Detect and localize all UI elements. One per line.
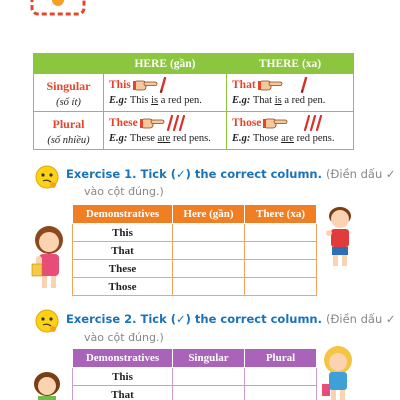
pens-icon xyxy=(166,115,186,131)
grammar-row-singular xyxy=(34,74,354,112)
ex2-singular-cell[interactable] xyxy=(173,386,245,400)
ex1-header-here: Here (gần) xyxy=(173,205,245,224)
singular-label: Singular xyxy=(46,79,91,93)
cell-those xyxy=(227,112,354,150)
table-row xyxy=(73,386,317,400)
exercise-1-table xyxy=(72,204,317,296)
cell-this xyxy=(104,74,227,112)
example-these: E.g: These are red pens. xyxy=(109,133,211,144)
row-label-plural xyxy=(34,112,104,150)
pointing-hand-icon xyxy=(258,78,284,92)
word-these: These xyxy=(109,117,138,129)
ex2-plural-cell[interactable] xyxy=(245,368,317,386)
ex2-plural-cell[interactable] xyxy=(245,386,317,400)
ex1-there-cell[interactable] xyxy=(245,278,317,296)
ex1-header-demonstratives: Demonstratives xyxy=(73,205,173,224)
ex1-here-cell[interactable] xyxy=(173,260,245,278)
word-those: Those xyxy=(232,117,262,129)
exercise-1-note: vào cột đúng.) xyxy=(84,185,164,198)
grammar-header-there: THERE (xa) xyxy=(227,54,354,74)
ex1-there-cell[interactable] xyxy=(245,242,317,260)
ex1-word: This xyxy=(73,224,173,242)
ex1-here-cell[interactable] xyxy=(173,278,245,296)
grammar-header-here: HERE (gần) xyxy=(104,54,227,74)
plural-label: Plural xyxy=(52,117,85,131)
word-this: This xyxy=(109,79,131,91)
boy-illustration xyxy=(322,204,358,270)
ex1-there-cell[interactable] xyxy=(245,224,317,242)
pointing-hand-icon xyxy=(140,116,166,130)
thinking-smiley-icon xyxy=(34,308,60,334)
ex2-word: This xyxy=(73,368,173,386)
table-row xyxy=(73,278,317,296)
row-label-singular xyxy=(34,74,104,112)
example-those: E.g: Those are red pens. xyxy=(232,133,335,144)
pens-icon xyxy=(303,115,323,131)
plural-sub: (số nhiều) xyxy=(47,135,90,146)
girl-illustration xyxy=(28,224,70,294)
grammar-header-empty xyxy=(34,54,104,74)
pointing-hand-icon xyxy=(263,116,289,130)
ex2-header-singular: Singular xyxy=(173,349,245,368)
ex1-word: That xyxy=(73,242,173,260)
exercise-2-table xyxy=(72,348,317,400)
ex1-there-cell[interactable] xyxy=(245,260,317,278)
word-that: That xyxy=(232,79,256,91)
ex1-word: Those xyxy=(73,278,173,296)
ex1-header-there: There (xa) xyxy=(245,205,317,224)
pen-icon xyxy=(159,77,167,93)
table-row xyxy=(73,224,317,242)
grammar-row-plural xyxy=(34,112,354,150)
ex1-word: These xyxy=(73,260,173,278)
ex1-here-cell[interactable] xyxy=(173,242,245,260)
grammar-header-row xyxy=(34,54,354,74)
exercise-1-title: Exercise 1. Tick (✓) the correct column. (Điền dấu ✓ xyxy=(66,167,396,181)
singular-sub: (số ít) xyxy=(56,97,81,108)
cell-that xyxy=(227,74,354,112)
exercise-2-note: vào cột đúng.) xyxy=(84,331,164,344)
table-row xyxy=(73,242,317,260)
ex1-here-cell[interactable] xyxy=(173,224,245,242)
example-this: E.g: This is a red pen. xyxy=(109,95,202,106)
ex2-word: That xyxy=(73,386,173,400)
table-row xyxy=(73,368,317,386)
pen-icon xyxy=(300,77,308,93)
girl-illustration xyxy=(30,370,64,400)
blonde-girl-illustration xyxy=(318,344,358,400)
demonstratives-grammar-table xyxy=(33,53,354,150)
ex2-header-demonstratives: Demonstratives xyxy=(73,349,173,368)
cell-these xyxy=(104,112,227,150)
table-row xyxy=(73,260,317,278)
ex2-header-plural: Plural xyxy=(245,349,317,368)
example-that: E.g: That is a red pen. xyxy=(232,95,326,106)
title-banner-decoration xyxy=(30,0,86,18)
thinking-smiley-icon xyxy=(34,164,60,190)
exercise-2-title: Exercise 2. Tick (✓) the correct column. (Điền dấu ✓ xyxy=(66,312,396,326)
ex2-singular-cell[interactable] xyxy=(173,368,245,386)
pointing-hand-icon xyxy=(133,78,159,92)
